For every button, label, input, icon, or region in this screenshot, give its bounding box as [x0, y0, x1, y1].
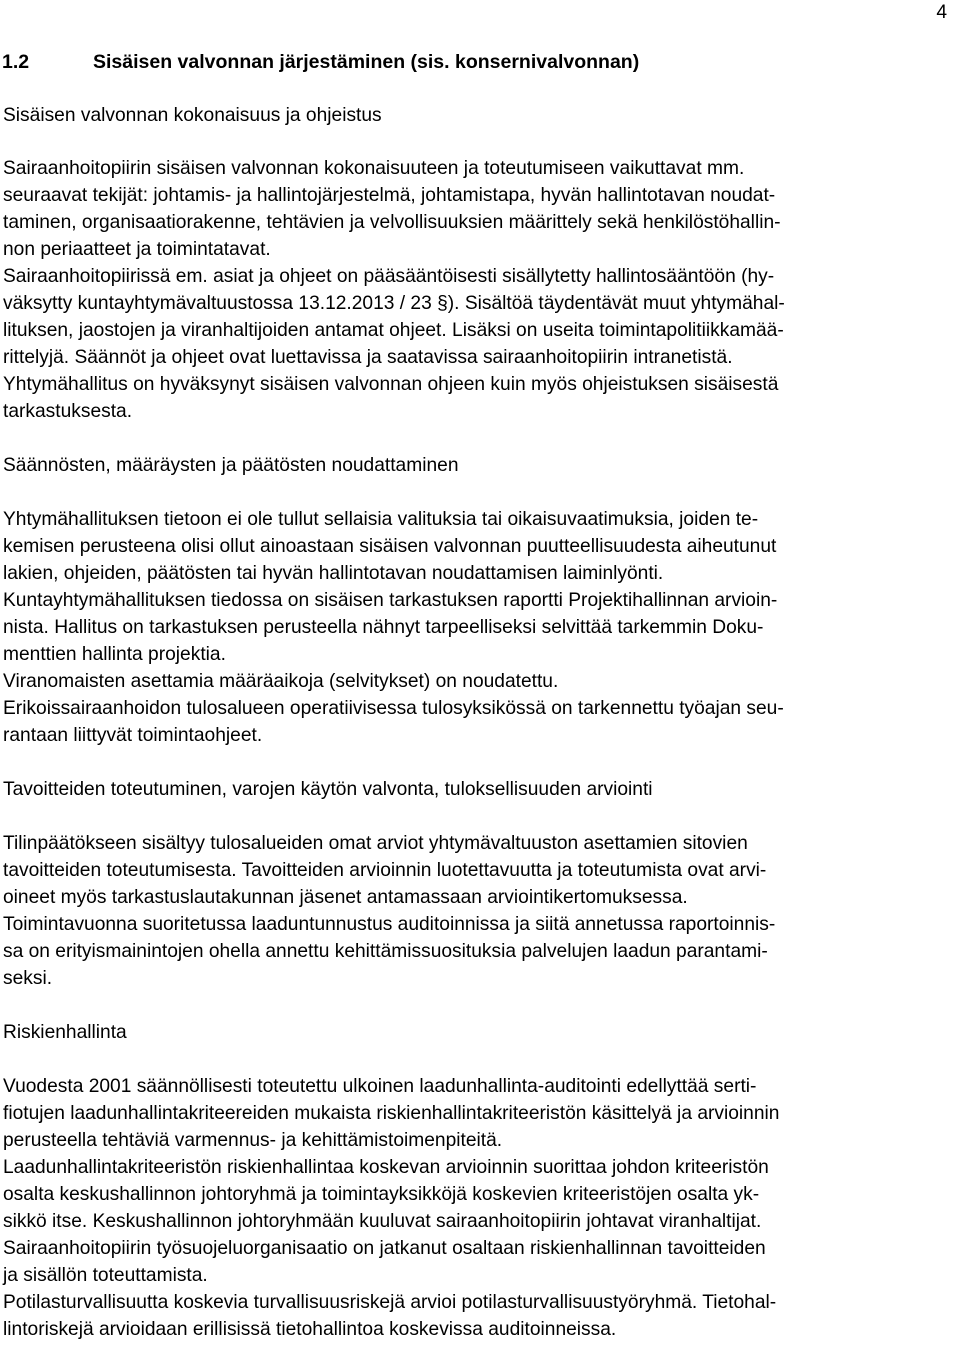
paragraph-line: rantaan liittyvät toimintaohjeet. [3, 725, 263, 746]
paragraph-line: seksi. [3, 968, 53, 989]
paragraph-line: perusteella tehtäviä varmennus- ja kehittämistoimenpiteitä. [3, 1130, 503, 1151]
paragraph-line: lintoriskejä arvioidaan erillisissä tietohallintoa koskevissa auditoinneissa. [3, 1319, 617, 1340]
paragraph-line: Sairaanhoitopiirin sisäisen valvonnan kokonaisuuteen ja toteutumiseen vaikuttavat mm. [3, 158, 745, 179]
paragraph-line: Viranomaisten asettamia määräaikoja (selvitykset) on noudatettu. [3, 671, 559, 692]
paragraph-line: oineet myös tarkastuslautakunnan jäsenet antamassaan arviointikertomuksessa. [3, 887, 688, 908]
subsection-title: Säännösten, määräysten ja päätösten noudattaminen [3, 455, 459, 476]
paragraph-line: Yhtymähallitus on hyväksynyt sisäisen valvonnan ohjeen kuin myös ohjeistuksen sisäisestä [3, 374, 779, 395]
paragraph-line: lituksen, jaostojen ja viranhaltijoiden antamat ohjeet. Lisäksi on useita toimintapolitiikkamää- [3, 320, 784, 341]
paragraph-line: Toimintavuonna suoritetussa laaduntunnustus auditoinnissa ja siitä annetussa raportoinnis- [3, 914, 776, 935]
paragraph-line: Kuntayhtymähallituksen tiedossa on sisäisen tarkastuksen raportti Projektihallinnan arvioin- [3, 590, 778, 611]
paragraph-line: Potilasturvallisuutta koskevia turvallisuusriskejä arvioi potilasturvallisuustyöryhmä. Tietohal- [3, 1292, 777, 1313]
paragraph-line: kemisen perusteena olisi ollut ainoastaan sisäisen valvonnan puutteellisuudesta aiheutunut [3, 536, 777, 557]
heading-title: Sisäisen valvonnan järjestäminen (sis. konsernivalvonnan) [93, 51, 640, 73]
section-heading [2, 51, 639, 73]
subsection-title: Sisäisen valvonnan kokonaisuus ja ohjeistus [3, 105, 382, 126]
paragraph-line: sikkö itse. Keskushallinnon johtoryhmään kuuluvat sairaanhoitopiirin johtavat viranhaltijat. [3, 1211, 762, 1232]
paragraph-line: taminen, organisaatiorakenne, tehtävien ja velvollisuuksien määrittely sekä henkilöstöhallin- [3, 212, 781, 233]
page-number: 4 [936, 2, 947, 23]
paragraph-line: tarkastuksesta. [3, 401, 133, 422]
paragraph-line: lakien, ohjeiden, päätösten tai hyvän hallintotavan noudattamisen laiminlyönti. [3, 563, 664, 584]
heading-number: 1.2 [2, 51, 30, 73]
paragraph-line: osalta keskushallinnon johtoryhmä ja toimintayksikköjä koskevien kriteeristöjen osalta yk- [3, 1184, 760, 1205]
paragraph-line: fiotujen laadunhallintakriteereiden mukaista riskienhallintakriteeristön käsittelyä ja arvioinnin [3, 1103, 780, 1124]
paragraph-line: Yhtymähallituksen tietoon ei ole tullut sellaisia valituksia tai oikaisuvaatimuksia, joiden te- [3, 509, 759, 530]
paragraph-line: sa on erityismainintojen ohella annettu kehittämissuosituksia palvelujen laadun parantami- [3, 941, 768, 962]
paragraph-line: tavoitteiden toteutumisesta. Tavoitteiden arvioinnin luotettavuutta ja toteutumista ovat arvi- [3, 860, 767, 881]
subsection-title: Riskienhallinta [3, 1022, 127, 1043]
paragraph-line: menttien hallinta projektia. [3, 644, 226, 665]
paragraph-line: Erikoissairaanhoidon tulosalueen operatiivisessa tulosyksikössä on tarkennettu työajan seu- [3, 698, 784, 719]
subsection-title: Tavoitteiden toteutuminen, varojen käytön valvonta, tuloksellisuuden arviointi [3, 779, 653, 800]
paragraph-line: Sairaanhoitopiirin työsuojeluorganisaatio on jatkanut osaltaan riskienhallinnan tavoitteiden [3, 1238, 766, 1259]
paragraph-line: Laadunhallintakriteeristön riskienhallintaa koskevan arvioinnin suorittaa johdon kriteeristön [3, 1157, 769, 1178]
paragraph-line: nista. Hallitus on tarkastuksen perusteella nähnyt tarpeelliseksi selvittää tarkemmin Doku- [3, 617, 764, 638]
paragraph-line: Sairaanhoitopiirissä em. asiat ja ohjeet on pääsääntöisesti sisällytetty hallintosääntöön (hy- [3, 266, 775, 287]
paragraph-line: Vuodesta 2001 säännöllisesti toteutettu ulkoinen laadunhallinta-auditointi edellyttää serti- [3, 1076, 757, 1097]
paragraph-line: ja sisällön toteuttamista. [3, 1265, 208, 1286]
paragraph-line: väksytty kuntayhtymävaltuustossa 13.12.2013 / 23 §). Sisältöä täydentävät muut yhtymähal- [3, 293, 785, 314]
paragraph-line: Tilinpäätökseen sisältyy tulosalueiden omat arviot yhtymävaltuuston asettamien sitovien [3, 833, 748, 854]
paragraph-line: rittelyjä. Säännöt ja ohjeet ovat luettavissa ja saatavissa sairaanhoitopiirin intranetistä. [3, 347, 733, 368]
paragraph-line: seuraavat tekijät: johtamis- ja hallintojärjestelmä, johtamistapa, hyvän hallintotavan noudat- [3, 185, 776, 206]
paragraph-line: non periaatteet ja toimintatavat. [3, 239, 271, 260]
